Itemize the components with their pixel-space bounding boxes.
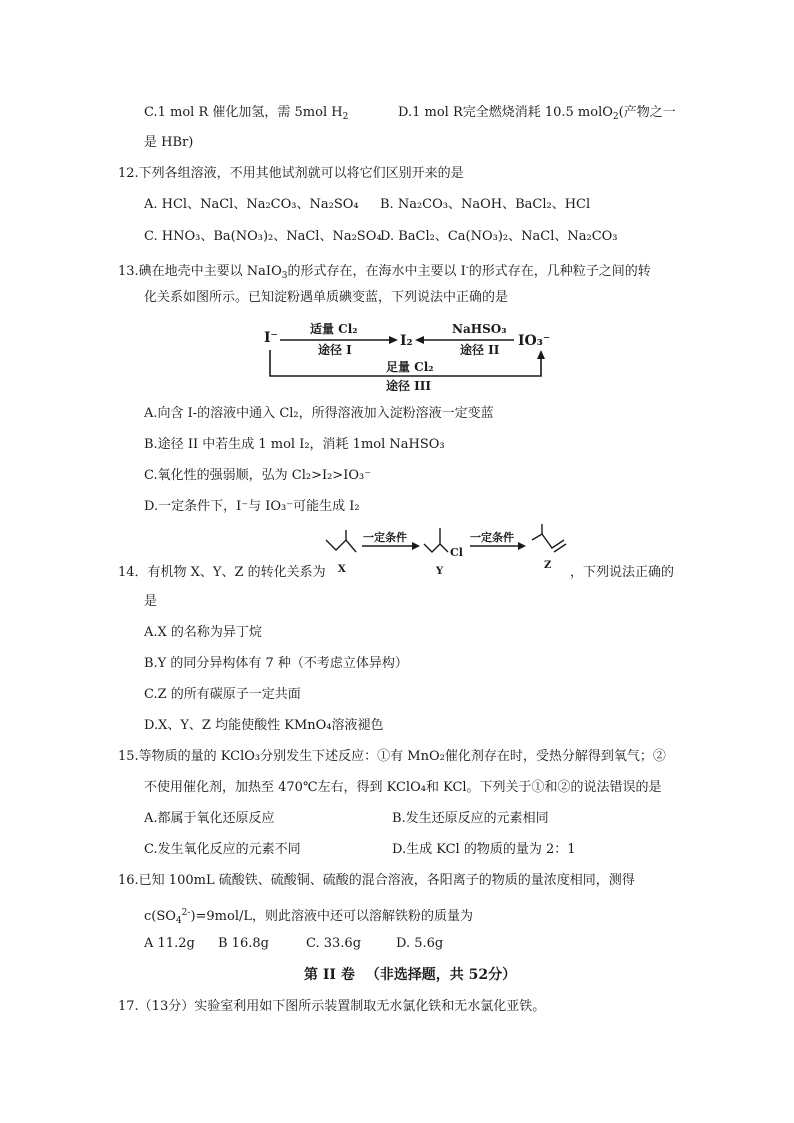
path1-label: 途径 I (318, 343, 352, 357)
path1-arrowhead (389, 336, 398, 344)
molecule-x-label: X (338, 564, 346, 575)
q17-stem: 17.（13分）实验室利用如下图所示装置制取无水氯化铁和无水氯化亚铁。 (118, 999, 546, 1014)
q16-option-a: A 11.2g (144, 936, 195, 951)
q15-option-c: C.发生氧化反应的元素不同 (144, 842, 301, 857)
molecule-y-label: Y (436, 566, 444, 577)
section-subtitle: （非选择题，共 52分） (365, 967, 517, 983)
path3-arrowhead (537, 350, 545, 359)
scheme-condition-2: 一定条件 (470, 531, 514, 544)
path1-reagent: 适量 Cl₂ (310, 322, 358, 336)
molecule-z-skeleton (532, 534, 564, 548)
q12-option-d: D. BaCl₂、Ca(NO₃)₂、NaCl、Na₂CO₃ (380, 229, 618, 244)
diagram-iodine: I₂ (400, 333, 413, 349)
q11-option-d: D.1 mol R完全燃烧消耗 10.5 molO$_2$(产物之一 (398, 105, 676, 122)
q14-stem-continued: 是 (144, 594, 158, 609)
path2-label: 途径 II (460, 343, 500, 357)
section-title: 第 II 卷 (304, 967, 355, 983)
molecule-x-skeleton (326, 540, 356, 552)
diagram-iodate: IO₃⁻ (518, 333, 551, 349)
q13-option-d: D.一定条件下，I⁻与 IO₃⁻可能生成 I₂ (144, 499, 360, 514)
q16-option-c: C. 33.6g (306, 936, 362, 951)
molecule-y-skeleton (424, 544, 448, 552)
q14-option-c: C.Z 的所有碳原子一定共面 (144, 687, 301, 702)
q12-option-a: A. HCl、NaCl、Na₂CO₃、Na₂SO₄ (144, 197, 359, 212)
q11-option-d-continued: 是 HBr) (144, 135, 194, 150)
q13-stem-line1: 13.碘在地壳中主要以 NaIO$_3$的形式存在，在海水中主要以 I-的形式存在，几种粒子之间的转 (118, 263, 651, 281)
q13-option-b: B.途径 II 中若生成 1 mol I₂，消耗 1mol NaHSO₃ (144, 437, 445, 452)
section-heading (304, 966, 516, 984)
path2-arrowhead (415, 336, 424, 344)
diagram-iodide: I⁻ (264, 330, 278, 346)
q12-stem: 12.下列各组溶液，不用其他试剂就可以将它们区别开来的是 (118, 166, 464, 181)
q14-option-b: B.Y 的同分异构体有 7 种（不考虑立体异构） (144, 656, 408, 671)
path3-line (270, 350, 541, 376)
q14-stem-part1: 14．有机物 X、Y、Z 的转化关系为 (118, 565, 326, 580)
q12-option-c: C. HNO₃、Ba(NO₃)₂、NaCl、Na₂SO₄ (144, 229, 382, 244)
q16-option-d: D. 5.6g (396, 936, 444, 951)
q16-stem-line2: $c(SO_4^{2-})=9mol/L$，则此溶液中还可以溶解铁粉的质量为 (144, 908, 473, 926)
q11-option-c: C.1 mol R 催化加氢，需 5mol $H_2$ (144, 105, 349, 122)
q15-stem-line1: 15.等物质的量的 KClO₃分别发生下述反应：①有 MnO₂催化剂存在时，受热分解得到氧气；② (118, 749, 666, 764)
q14-stem-part2: ，下列说法正确的 (570, 565, 675, 580)
q12-option-b: B. Na₂CO₃、NaOH、BaCl₂、HCl (380, 197, 591, 212)
q15-option-b: B.发生还原反应的元素相同 (392, 811, 549, 826)
molecule-z-label: Z (544, 560, 552, 571)
q14-option-d: D.X、Y、Z 均能使酸性 KMnO₄溶液褪色 (144, 718, 384, 733)
q16-option-b: B 16.8g (218, 936, 269, 951)
scheme-condition-1: 一定条件 (363, 531, 407, 544)
path2-reagent: NaHSO₃ (452, 322, 507, 336)
q13-option-c: C.氧化性的强弱顺，弘为 Cl₂>I₂>IO₃⁻ (144, 468, 372, 483)
q16-stem-line1: 16.已知 100mL 硫酸铁、硫酸铜、硫酸的混合溶液，各阳离子的物质的量浓度相同，测得 (118, 873, 635, 888)
q14-option-a: A.X 的名称为异丁烷 (144, 625, 262, 640)
q13-stem-line2: 化关系如图所示。已知淀粉遇单质碘变蓝，下列说法中正确的是 (144, 290, 509, 305)
q13-option-a: A.向含 I-的溶液中通入 Cl₂，所得溶液加入淀粉溶液一定变蓝 (144, 406, 494, 421)
path3-reagent: 足量 Cl₂ (386, 360, 434, 374)
q15-option-d: D.生成 KCl 的物质的量为 2：1 (392, 842, 576, 857)
q15-stem-line2: 不使用催化剂，加热至 470℃左右，得到 KClO₄和 KCl。下列关于①和②的说法错误的是 (144, 780, 662, 795)
path3-label: 途径 III (386, 379, 432, 393)
molecule-y-chlorine: Cl (450, 546, 463, 559)
q15-option-a: A.都属于氧化还原反应 (144, 811, 275, 826)
